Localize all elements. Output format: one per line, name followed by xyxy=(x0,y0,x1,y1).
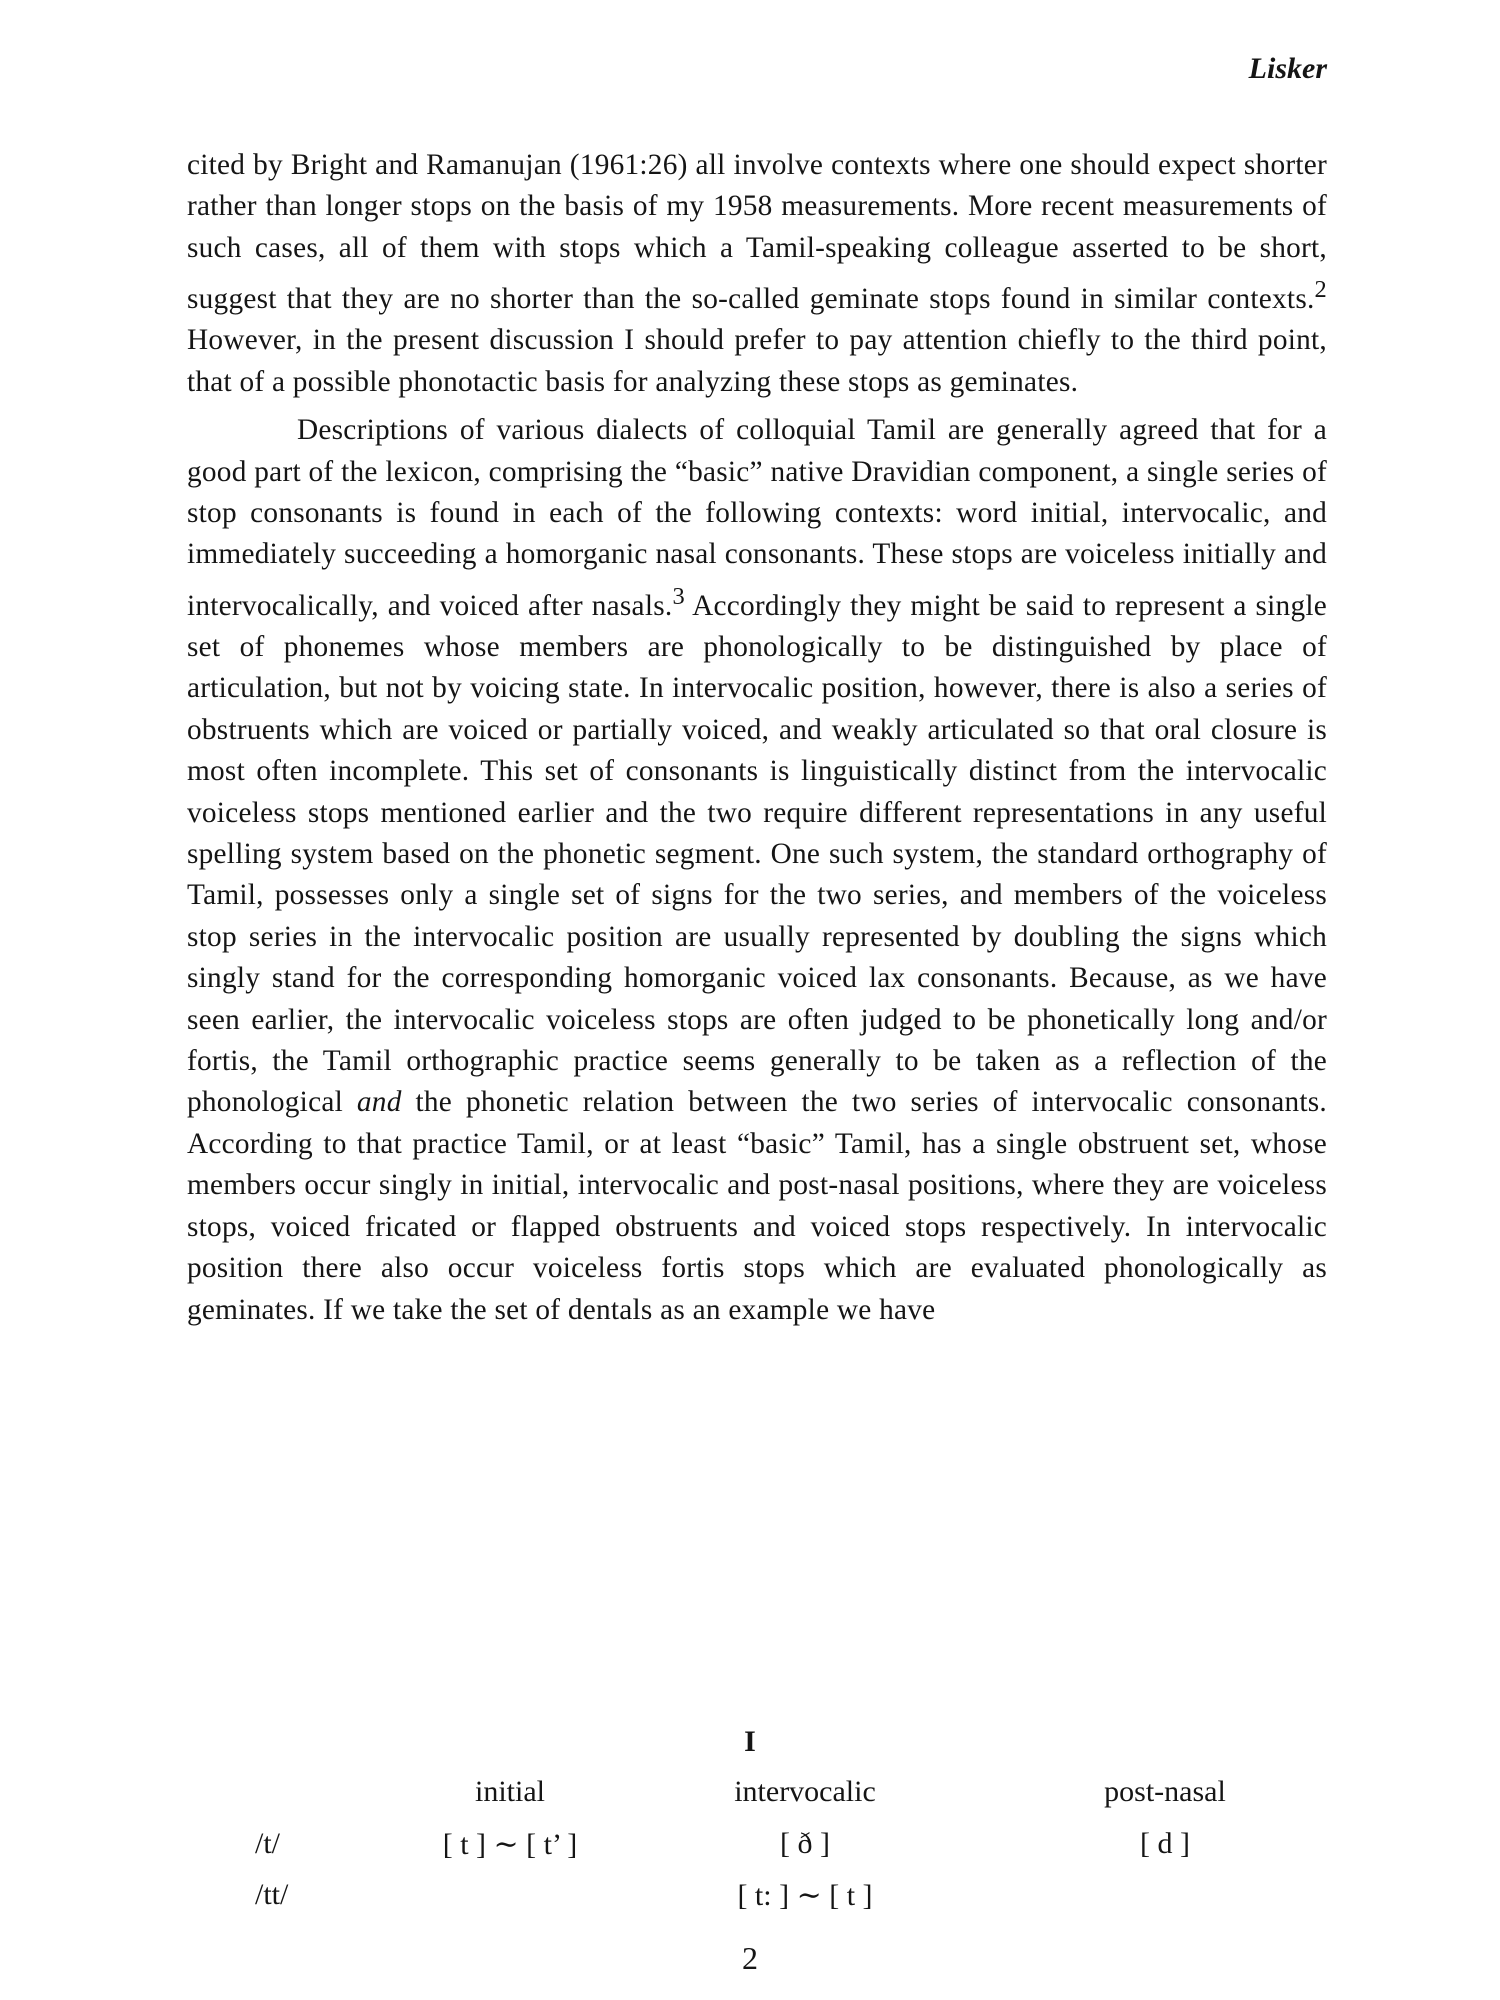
row-1-initial: [ t ] ∼ [ t’ ] xyxy=(442,1828,578,1861)
row-2-phoneme: /tt/ xyxy=(255,1878,289,1911)
row-1-intervocalic: [ ð ] xyxy=(780,1827,830,1860)
row-1-post-nasal: [ d ] xyxy=(1140,1827,1190,1860)
paragraph-1 xyxy=(187,145,1327,403)
table-label: I xyxy=(744,1725,756,1758)
paragraph-1-text: cited by Bright and Ramanujan (1961:26) all involve contexts where one should expect shorter rather than longer stops on the basis of my 1958 measurements. More recent measurements of such cases, all of them with stops which a Tamil-speaking colleague asserted to be short, suggest that they are no shorter than the so-called geminate stops found in similar contexts. xyxy=(187,149,1327,315)
dental-stops-table xyxy=(0,1775,1500,1925)
paragraph-2 xyxy=(187,410,1327,1331)
footnote-ref-2: 2 xyxy=(1314,276,1327,304)
row-1-phoneme: /t/ xyxy=(255,1827,281,1860)
paragraph-2-italic: and xyxy=(356,1086,402,1119)
body-text xyxy=(187,145,1327,1331)
paragraph-2-text-c: the phonetic relation between the two series of intervocalic consonants. According to that practice Tamil, or at least “basic” Tamil, has a single obstruent set, whose members occur singly in initial, intervocalic and post-nasal positions, where they are voiceless stops, voiced fricated or flapped obstruents and voiced stops respectively. In intervocalic position there also occur voiceless fortis stops which are evaluated phonologically as geminates. If we take the set of dentals as an example we have xyxy=(187,1086,1327,1326)
page-number: 2 xyxy=(742,1940,758,1976)
paragraph-2-text-a: Descriptions of various dialects of colloquial Tamil are generally agreed that for a good part of the lexicon, comprising the “basic” native Dravidian component, a single series of stop consonants is found in each of the following contexts: word initial, intervocalic, and immediately succeeding a homorganic nasal consonants. These stops are voiceless initially and intervocalically, and voiced after nasals. xyxy=(187,414,1327,622)
column-header-intervocalic: intervocalic xyxy=(734,1775,876,1808)
column-header-post-nasal: post-nasal xyxy=(1104,1775,1226,1808)
paragraph-2-text-b: Accordingly they might be said to represent a single set of phonemes whose members are phonologically to be distinguished by place of articulation, but not by voicing state. In intervocalic position, however, there is also a series of obstruents which are voiced or partially voiced, and weakly articulated so that oral closure is most often incomplete. This set of consonants is linguistically distinct from the intervocalic voiceless stops mentioned earlier and the two require different representations in any useful spelling system based on the phonetic segment. One such system, the standard orthography of Tamil, possesses only a single set of signs for the two series, and members of the voiceless stop series in the intervocalic position are usually represented by doubling the signs which singly stand for the corresponding homorganic voiced lax consonants. Because, as we have seen earlier, the intervocalic voiceless stops are often judged to be phonetically long and/or fortis, the Tamil orthographic practice seems generally to be taken as a reflection of the phonological xyxy=(187,589,1327,1119)
column-header-initial: initial xyxy=(475,1775,545,1808)
row-2-intervocalic: [ t: ] ∼ [ t ] xyxy=(737,1879,873,1912)
footnote-ref-3: 3 xyxy=(672,582,685,610)
paragraph-1-end: However, in the present discussion I should prefer to pay attention chiefly to the third point, that of a possible phonotactic basis for analyzing these stops as geminates. xyxy=(187,324,1327,398)
running-header-author: Lisker xyxy=(1248,52,1327,85)
